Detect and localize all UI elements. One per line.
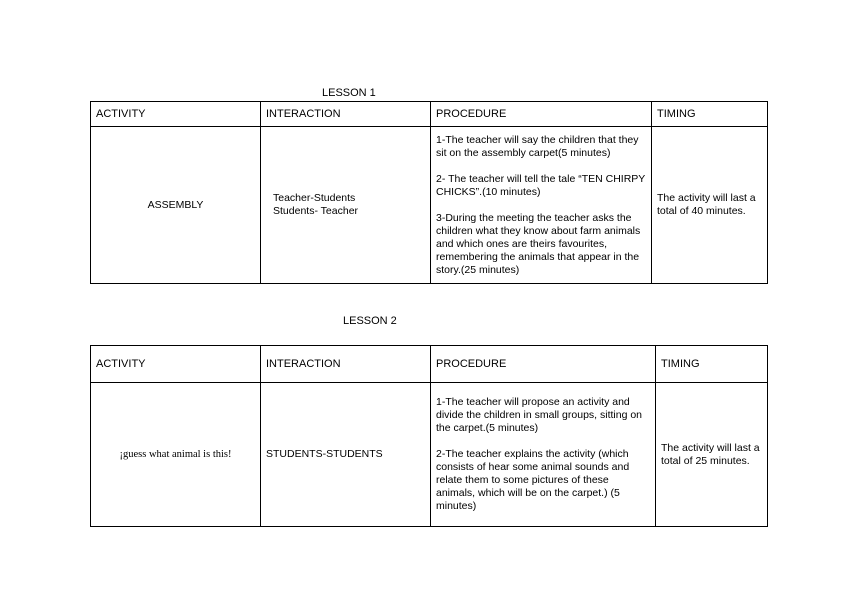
lesson-1-body-row [91,127,768,284]
lesson-2-procedure-step: 2-The teacher explains the activity (which consists of hear some animal sounds and relate them to some pictures of these animals, which will be on the carpet.) (5 minutes) [436,448,630,512]
lesson-1-procedure-step: 1-The teacher will say the children that they sit on the assembly carpet(5 minutes) [436,133,639,159]
lesson-1-header-procedure: PROCEDURE [431,102,652,127]
lesson-2-header-procedure: PROCEDURE [431,346,656,383]
lesson-1-timing: The activity will last a total of 40 minutes. [652,127,768,284]
lesson-1-procedure-cell [431,127,652,284]
lesson-1-header-interaction: INTERACTION [261,102,431,127]
lesson-1-header-timing: TIMING [652,102,768,127]
lesson-1-activity: ASSEMBLY [91,127,261,284]
lesson-2-header-interaction: INTERACTION [261,346,431,383]
lesson-1-table [90,101,768,284]
lesson-2-header-row [91,346,768,383]
lesson-1-header-row [91,102,768,127]
lesson-2-header-timing: TIMING [656,346,768,383]
lesson-2-interaction: STUDENTS-STUDENTS [261,383,431,527]
lesson-2-header-activity: ACTIVITY [91,346,261,383]
lesson-2-procedure-cell [431,383,656,527]
lesson-2-body-row [91,383,768,527]
lesson-1-interaction-line: Students- Teacher [273,205,359,217]
lesson-1-title: LESSON 1 [322,87,376,99]
lesson-1-interaction-cell [261,127,431,284]
lesson-1-procedure-step: 3-During the meeting the teacher asks the children what they know about farm animals and which ones are theirs favourites, remembering the animals that appear in the story.(25 minutes) [436,211,641,276]
lesson-2-procedure-step: 1-The teacher will propose an activity and divide the children in small groups, sitting on the carpet.(5 minutes) [436,396,643,434]
lesson-1-interaction-line: Teacher-Students [273,192,356,204]
lesson-1-procedure-step: 2- The teacher will tell the tale “TEN CHIRPY CHICKS”.(10 minutes) [436,172,646,198]
lesson-2-timing: The activity will last a total of 25 minutes. [656,383,768,527]
lesson-1-header-activity: ACTIVITY [91,102,261,127]
lesson-2-title: LESSON 2 [343,315,397,327]
lesson-2-activity: ¡guess what animal is this! [91,383,261,527]
lesson-2-table [90,345,768,527]
